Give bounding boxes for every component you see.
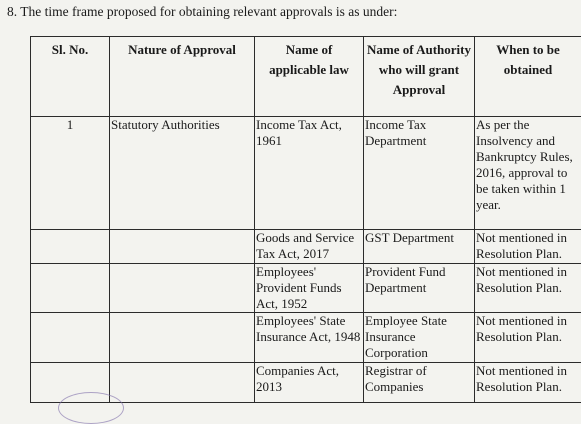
section-heading: 8. The time frame proposed for obtaining relevant approvals is as under: xyxy=(7,3,397,21)
cell-sl-no xyxy=(31,230,110,264)
cell-law: Employees' State Insurance Act, 1948 xyxy=(255,313,364,363)
cell-sl-no xyxy=(31,313,110,363)
cell-law: Employees' Provident Funds Act, 1952 xyxy=(255,264,364,313)
approvals-table xyxy=(30,36,581,403)
cell-nature xyxy=(110,313,255,363)
cell-law: Goods and Service Tax Act, 2017 xyxy=(255,230,364,264)
table-row xyxy=(31,264,581,313)
cell-authority: Income Tax Department xyxy=(364,117,475,230)
header-nature-of-approval: Nature of Approval xyxy=(110,37,255,117)
cell-when: Not mentioned in Resolution Plan. xyxy=(475,264,581,313)
table-header-row xyxy=(31,37,581,117)
cell-authority: Provident Fund Department xyxy=(364,264,475,313)
cell-when: Not mentioned in Resolution Plan. xyxy=(475,363,581,403)
header-sl-no: Sl. No. xyxy=(31,37,110,117)
cell-authority: Employee State Insurance Corporation xyxy=(364,313,475,363)
cell-sl-no xyxy=(31,264,110,313)
cell-nature xyxy=(110,363,255,403)
cell-when: Not mentioned in Resolution Plan. xyxy=(475,230,581,264)
table-row xyxy=(31,230,581,264)
header-authority: Name of Authority who will grant Approval xyxy=(364,37,475,117)
header-when-obtained: When to be obtained xyxy=(475,37,581,117)
cell-authority: GST Department xyxy=(364,230,475,264)
cell-when: Not mentioned in Resolution Plan. xyxy=(475,313,581,363)
cell-when: As per the Insolvency and Bankruptcy Rules, 2016, approval to be taken within 1 year. xyxy=(475,117,581,230)
table-row xyxy=(31,117,581,230)
cell-nature xyxy=(110,230,255,264)
cell-nature: Statutory Authorities xyxy=(110,117,255,230)
partial-stamp xyxy=(58,392,124,424)
header-applicable-law: Name of applicable law xyxy=(255,37,364,117)
cell-sl-no: 1 xyxy=(31,117,110,230)
cell-nature xyxy=(110,264,255,313)
cell-authority: Registrar of Companies xyxy=(364,363,475,403)
cell-law: Companies Act, 2013 xyxy=(255,363,364,403)
cell-law: Income Tax Act, 1961 xyxy=(255,117,364,230)
table-row xyxy=(31,313,581,363)
